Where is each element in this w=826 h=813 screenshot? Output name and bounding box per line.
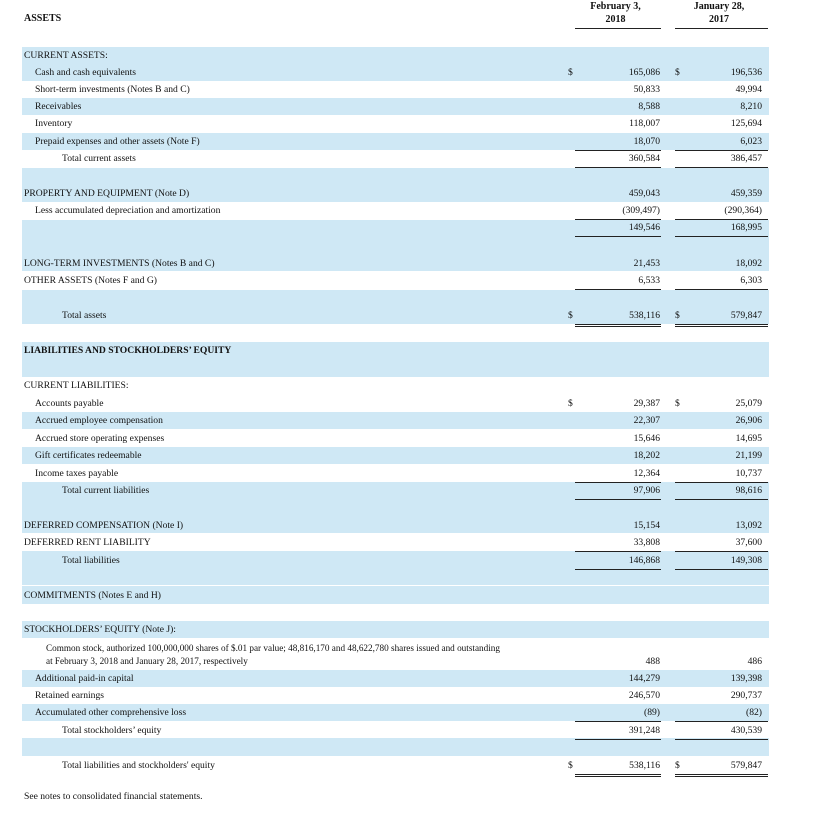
- total-rule: [675, 324, 768, 325]
- column-header-2017-line2: 2017: [709, 14, 729, 25]
- subtotal-rule: [575, 167, 661, 168]
- row-label: Accrued employee compensation: [35, 415, 163, 426]
- value-2018: 29,387: [633, 398, 660, 409]
- value-2017: 26,906: [735, 415, 762, 426]
- value-2018: 459,043: [628, 188, 660, 199]
- row-label: Total liabilities: [62, 555, 120, 566]
- value-2017: 125,694: [730, 118, 762, 129]
- value-2018: 144,279: [628, 673, 660, 684]
- subtotal-rule: [575, 739, 661, 740]
- value-2018: 146,868: [628, 555, 660, 566]
- row-band: [22, 499, 769, 516]
- value-2018: 33,808: [633, 537, 660, 548]
- subtotal-rule: [575, 499, 661, 500]
- subtotal-rule: [675, 721, 768, 722]
- row-label: Income taxes payable: [35, 468, 119, 479]
- value-2018: 246,570: [628, 690, 660, 701]
- value-2018: 118,007: [629, 118, 660, 129]
- row-band: [22, 290, 769, 307]
- total-rule: [675, 326, 768, 327]
- row-label: Prepaid expenses and other assets (Note F): [35, 136, 200, 147]
- value-2017: 386,457: [730, 153, 762, 164]
- value-2018: (89): [644, 707, 660, 718]
- value-2017: 486: [747, 656, 762, 667]
- subtotal-rule: [675, 551, 768, 552]
- value-2017: 13,092: [735, 520, 762, 531]
- subtotal-rule: [575, 219, 661, 220]
- value-2017: 579,847: [730, 760, 762, 771]
- subtotal-rule: [675, 499, 768, 500]
- dollar-sign: $: [568, 760, 573, 771]
- row-label: Receivables: [35, 101, 82, 112]
- subtotal-rule: [575, 569, 661, 570]
- column-header-2018-line2: 2018: [605, 14, 626, 25]
- value-2018: 149,546: [628, 222, 660, 233]
- row-band: [22, 168, 769, 185]
- value-2017: 139,398: [730, 673, 762, 684]
- value-2018: 360,584: [628, 153, 660, 164]
- subtotal-rule: [575, 721, 661, 722]
- subtotal-rule: [575, 150, 661, 151]
- value-2018: 15,646: [633, 433, 660, 444]
- value-2018: 488: [645, 656, 660, 667]
- row-band: [22, 568, 769, 585]
- header-rule: [675, 28, 768, 29]
- row-label: DEFERRED COMPENSATION (Note I): [24, 520, 184, 531]
- value-2018: 538,116: [629, 310, 660, 321]
- row-label: Accumulated other comprehensive loss: [35, 707, 187, 718]
- assets-heading: ASSETS: [24, 13, 62, 24]
- row-label: Less accumulated depreciation and amortization: [35, 205, 221, 216]
- value-2017: 430,539: [730, 725, 762, 736]
- value-2018: 50,833: [633, 84, 660, 95]
- dollar-sign: $: [675, 67, 680, 78]
- value-2018: 15,154: [633, 520, 660, 531]
- value-2018: 97,906: [633, 485, 660, 496]
- header-rule: [575, 28, 661, 29]
- value-2018: 18,202: [633, 450, 660, 461]
- row-band: [22, 237, 769, 254]
- value-2017: 37,600: [735, 537, 762, 548]
- row-label: Cash and cash equivalents: [35, 67, 136, 78]
- subtotal-rule: [675, 167, 768, 168]
- subtotal-rule: [675, 739, 768, 740]
- total-rule: [575, 774, 661, 775]
- row-label: Retained earnings: [35, 690, 104, 701]
- total-rule: [675, 776, 768, 777]
- row-label: Accrued store operating expenses: [35, 433, 165, 444]
- value-2018: (309,497): [622, 205, 660, 216]
- column-header-2018: [573, 0, 658, 26]
- value-2017: (290,364): [724, 205, 762, 216]
- row-band: [22, 47, 769, 64]
- value-2018: 22,307: [633, 415, 660, 426]
- value-2017: 459,359: [730, 188, 762, 199]
- dollar-sign: $: [568, 310, 573, 321]
- row-label: Total current assets: [62, 153, 136, 164]
- value-2017: 290,737: [730, 690, 762, 701]
- value-2017: 21,199: [735, 450, 762, 461]
- row-band: [22, 738, 769, 756]
- row-label: CURRENT LIABILITIES:: [24, 380, 129, 391]
- row-label: Short-term investments (Notes B and C): [35, 84, 190, 95]
- subtotal-rule: [675, 219, 768, 220]
- value-2017: (82): [746, 707, 762, 718]
- dollar-sign: $: [675, 760, 680, 771]
- row-label: Inventory: [35, 118, 73, 129]
- subtotal-rule: [675, 289, 768, 290]
- liabilities-heading: LIABILITIES AND STOCKHOLDERS’ EQUITY: [24, 345, 232, 356]
- value-2018: 8,588: [638, 101, 660, 112]
- dollar-sign: $: [568, 398, 573, 409]
- row-label: LONG-TERM INVESTMENTS (Notes B and C): [24, 258, 215, 269]
- value-2017: 14,695: [735, 433, 762, 444]
- row-label: Total assets: [62, 310, 107, 321]
- row-label: Total liabilities and stockholders' equity: [62, 760, 215, 771]
- total-rule: [575, 326, 661, 327]
- row-label: Additional paid-in capital: [35, 673, 134, 684]
- subtotal-rule: [575, 551, 661, 552]
- value-2018: 391,248: [628, 725, 660, 736]
- value-2017: 579,847: [730, 310, 762, 321]
- value-2017: 8,210: [740, 101, 762, 112]
- value-2017: 6,303: [740, 275, 762, 286]
- value-2017: 25,079: [735, 398, 762, 409]
- value-2018: 165,086: [628, 67, 660, 78]
- value-2018: 12,364: [633, 468, 660, 479]
- value-2017: 49,994: [735, 84, 762, 95]
- value-2018: 18,070: [633, 136, 660, 147]
- row-label: OTHER ASSETS (Notes F and G): [24, 275, 157, 286]
- row-label: DEFERRED RENT LIABILITY: [24, 537, 151, 548]
- subtotal-rule: [575, 482, 661, 483]
- row-label: Common stock, authorized 100,000,000 shares of $.01 par value; 48,816,170 and 48,622,780 shares issued and outstanding: [46, 643, 500, 653]
- row-label: PROPERTY AND EQUIPMENT (Note D): [24, 188, 190, 199]
- column-header-2017: [673, 0, 765, 26]
- row-label: COMMITMENTS (Notes E and H): [24, 590, 161, 601]
- total-rule: [575, 776, 661, 777]
- row-label: STOCKHOLDERS’ EQUITY (Note J):: [24, 624, 176, 635]
- row-label: Total stockholders’ equity: [62, 725, 162, 736]
- subtotal-rule: [575, 236, 661, 237]
- value-2018: 538,116: [629, 760, 660, 771]
- subtotal-rule: [675, 569, 768, 570]
- value-2017: 149,308: [730, 555, 762, 566]
- column-header-2018-line1: February 3,: [590, 1, 641, 12]
- subtotal-rule: [675, 236, 768, 237]
- dollar-sign: $: [568, 67, 573, 78]
- value-2017: 98,616: [735, 485, 762, 496]
- value-2017: 10,737: [735, 468, 762, 479]
- row-label: Accounts payable: [35, 398, 104, 409]
- subtotal-rule: [675, 482, 768, 483]
- value-2018: 6,533: [638, 275, 660, 286]
- row-band: [22, 360, 769, 377]
- row-label: Total current liabilities: [62, 485, 150, 496]
- subtotal-rule: [675, 150, 768, 151]
- row-label: CURRENT ASSETS:: [24, 50, 108, 61]
- row-label: at February 3, 2018 and January 28, 2017, respectively: [46, 656, 248, 666]
- column-header-2017-line1: January 28,: [693, 1, 745, 12]
- value-2017: 196,536: [730, 67, 762, 78]
- value-2017: 6,023: [740, 136, 762, 147]
- subtotal-rule: [575, 289, 661, 290]
- dollar-sign: $: [675, 398, 680, 409]
- total-rule: [675, 774, 768, 775]
- row-label: Gift certificates redeemable: [35, 450, 142, 461]
- value-2017: 168,995: [730, 222, 762, 233]
- dollar-sign: $: [675, 310, 680, 321]
- value-2018: 21,453: [633, 258, 660, 269]
- total-rule: [575, 324, 661, 325]
- value-2017: 18,092: [735, 258, 762, 269]
- footnote: See notes to consolidated financial statements.: [24, 791, 203, 802]
